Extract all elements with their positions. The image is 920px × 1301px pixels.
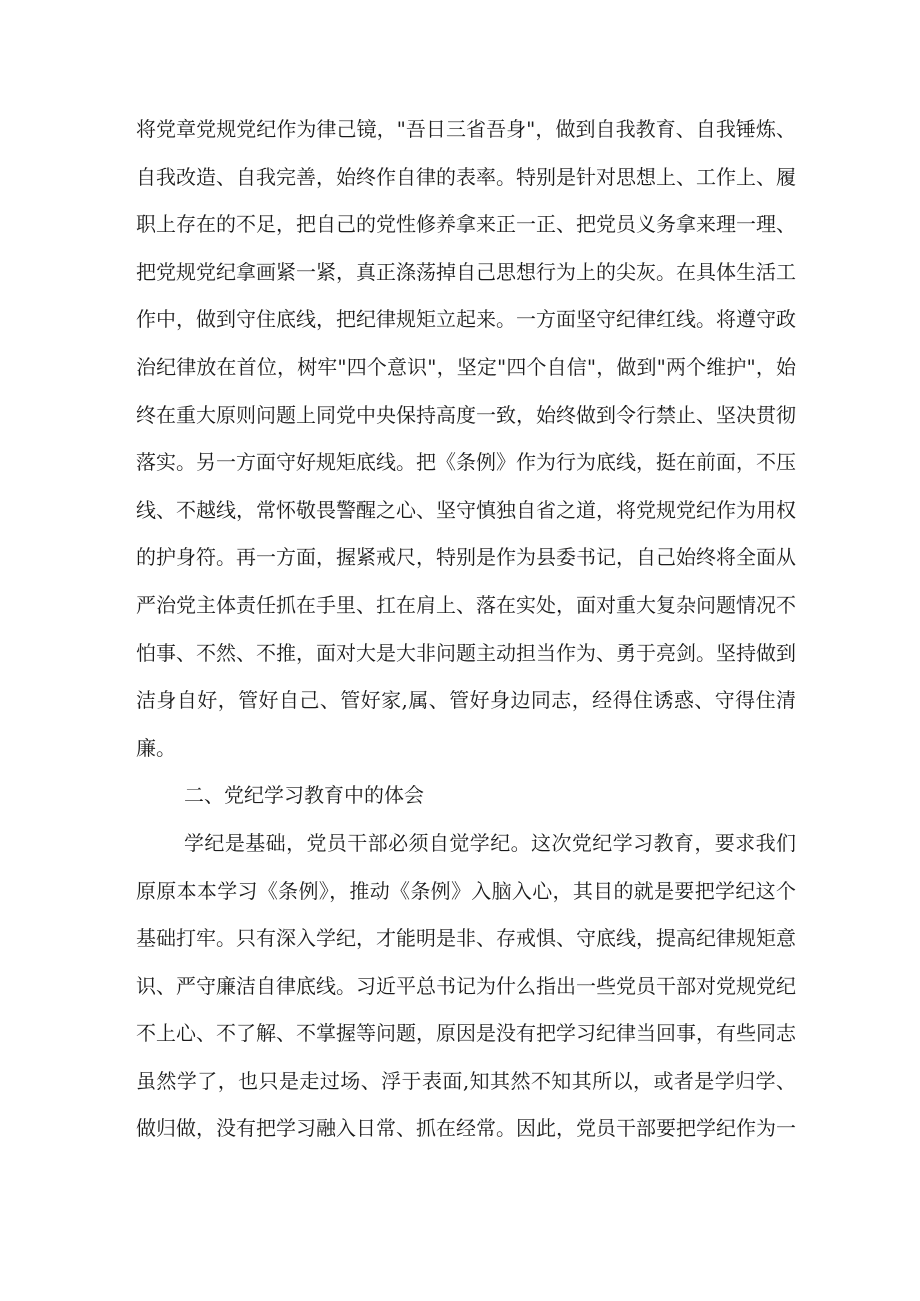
text-line: 严治党主体责任抓在手里、扛在肩上、落在实处，面对重大复杂问题情况不 bbox=[136, 592, 796, 617]
text-line: 线、不越线，常怀敬畏警醒之心、坚守慎独自省之道，将党规党纪作为用权 bbox=[136, 497, 796, 522]
text-line: 虽然学了，也只是走过场、浮于表面,知其然不知其所以，或者是学归学、 bbox=[136, 1068, 796, 1093]
text-line: 做归做，没有把学习融入日常、抓在经常。因此，党员干部要把学纪作为一 bbox=[136, 1116, 796, 1141]
text-line: 治纪律放在首位，树牢"四个意识"，坚定"四个自信"，做到"两个维护"，始 bbox=[136, 354, 796, 379]
paragraph-2 bbox=[136, 826, 796, 1159]
text-line: 终在重大原则问题上同党中央保持高度一致，始终做到令行禁止、坚决贯彻 bbox=[136, 402, 796, 427]
text-line: 自我改造、自我完善，始终作自律的表率。特别是针对思想上、工作上、履 bbox=[136, 164, 796, 189]
text-line: 把党规党纪拿画紧一紧，真正涤荡掉自己思想行为上的尖灰。在具体生活工 bbox=[136, 259, 796, 284]
text-line: 职上存在的不足，把自己的党性修养拿来正一正、把党员义务拿来理一理、 bbox=[136, 212, 796, 237]
text-line: 怕事、不然、不推，面对大是大非问题主动担当作为、勇于亮剑。坚持做到 bbox=[136, 640, 796, 665]
section-heading: 二、党纪学习教育中的体会 bbox=[184, 783, 424, 808]
text-line: 廉。 bbox=[136, 735, 176, 760]
text-line: 识、严守廉洁自律底线。习近平总书记为什么指出一些党员干部对党规党纪 bbox=[136, 973, 796, 998]
text-line: 洁身自好，管好自己、管好家,属、管好身边同志，经得住诱惑、守得住清 bbox=[136, 688, 796, 713]
document-page bbox=[136, 112, 796, 1159]
paragraph-1 bbox=[136, 112, 796, 778]
text-line: 的护身符。再一方面，握紧戒尺，特别是作为县委书记，自己始终将全面从 bbox=[136, 545, 796, 570]
text-line: 基础打牢。只有深入学纪，才能明是非、存戒惧、守底线，提高纪律规矩意 bbox=[136, 926, 796, 951]
text-line: 落实。另一方面守好规矩底线。把《条例》作为行为底线，挺在前面，不压 bbox=[136, 450, 796, 475]
text-line: 作中，做到守住底线，把纪律规矩立起来。一方面坚守纪律红线。将遵守政 bbox=[136, 307, 796, 332]
text-line: 不上心、不了解、不掌握等问题，原因是没有把学习纪律当回事，有些同志 bbox=[136, 1021, 796, 1046]
text-line: 学纪是基础，党员干部必须自觉学纪。这次党纪学习教育，要求我们 bbox=[184, 830, 796, 855]
text-line: 原原本本学习《条例》，推动《条例》入脑入心，其目的就是要把学纪这个 bbox=[136, 878, 796, 903]
text-line: 将党章党规党纪作为律己镜，"吾日三省吾身"，做到自我教育、自我锤炼、 bbox=[136, 117, 796, 141]
